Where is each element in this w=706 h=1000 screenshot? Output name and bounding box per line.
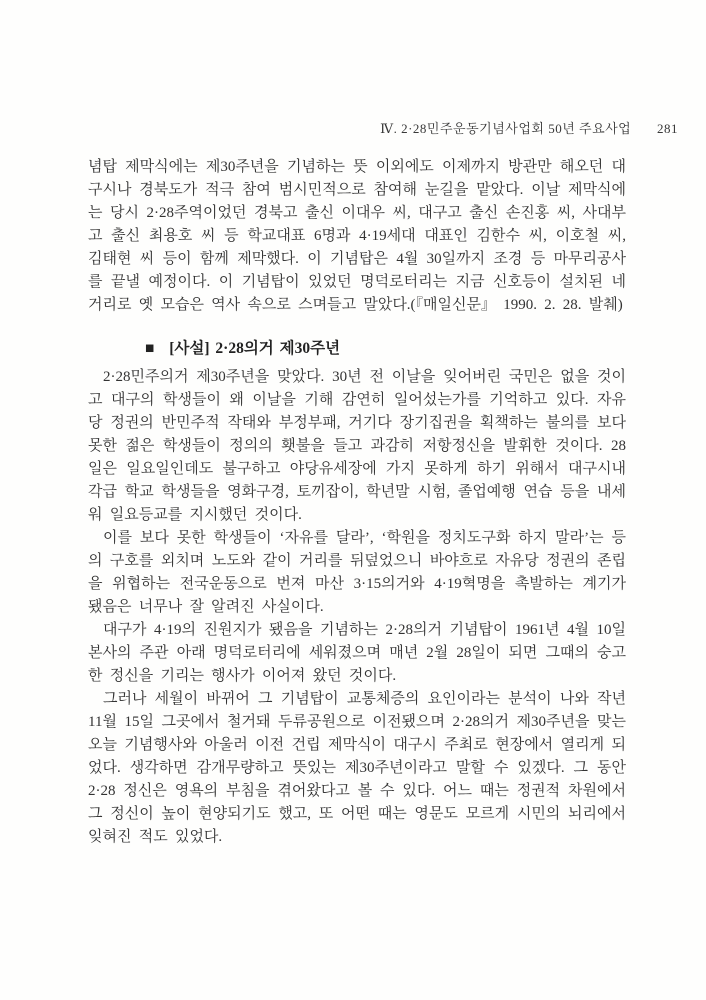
section-heading-text: [사설] 2·28의거 제30주년 bbox=[169, 340, 341, 357]
running-head-title: Ⅳ. 2·28민주운동기념사업회 50년 주요사업 bbox=[380, 121, 632, 136]
running-head bbox=[88, 118, 678, 137]
section-heading bbox=[145, 337, 626, 360]
paragraph: 이를 보다 못한 학생들이 ‘자유를 달라’, ‘학원을 정치도구화 하지 말라’는 등의 구호를 외치며 노도와 같이 거리를 뒤덮었으니 바야흐로 자유당 정권의 존립을 위협하는 전국운동으로 번져 마산 3·15의거와 4·19혁명을 촉발하는 계기가 됐음은 너무나 잘 알려진 사실이다. bbox=[88, 530, 626, 615]
page-body bbox=[88, 156, 626, 849]
page-number: 281 bbox=[657, 121, 678, 136]
paragraph: 2·28민주의거 제30주년을 맞았다. 30년 전 이날을 잊어버린 국민은 없을 것이고 대구의 학생들이 왜 이날을 기해 감연히 일어섰는가를 기억하고 있다. 자유당 정권의 반민주적 작태와 부정부패, 거기다 장기집권을 획책하는 불의를 보다 못한 젊은 학생들이 정의의 횃불을 들고 과감히 저항정신을 발휘한 것이다. 28일은 일요일인데도 불구하고 야당유세장에 가지 못하게 하기 위해서 대구시내 각급 학교 학생들을 영화구경, 토끼잡이, 학년말 시험, 졸업예행 연습 등을 내세워 일요등교를 지시했던 것이다. bbox=[88, 369, 626, 523]
square-bullet-icon: ■ bbox=[145, 340, 155, 357]
paragraph: 그러나 세월이 바뀌어 그 기념탑이 교통체증의 요인이라는 분석이 나와 작년 11월 15일 그곳에서 철거돼 두류공원으로 이전됐으며 2·28의거 제30주년을 맞는 오늘 기념행사와 아울러 이전 건립 제막식이 대구시 주최로 현장에서 열리게 되었다. 생각하면 감개무량하고 뜻있는 제30주년이라고 말할 수 있겠다. 그 동안 2·28 정신은 영욕의 부침을 겪어왔다고 볼 수 있다. 어느 때는 정권적 차원에서 그 정신이 높이 현양되기도 했고, 또 어떤 때는 영문도 모르게 시민의 뇌리에서 잊혀진 적도 있었다. bbox=[88, 691, 626, 845]
paragraph: 대구가 4·19의 진원지가 됐음을 기념하는 2·28의거 기념탑이 1961년 4월 10일 본사의 주관 아래 명덕로터리에 세워졌으며 매년 2월 28일이 되면 그때의 숭고한 정신을 기리는 행사가 이어져 왔던 것이다. bbox=[88, 622, 626, 684]
paragraph-intro: 념탑 제막식에는 제30주년을 기념하는 뜻 이외에도 이제까지 방관만 해오던 대구시나 경북도가 적극 참여 범시민적으로 참여해 눈길을 맡았다. 이날 제막식에는 당시 2·28주역이었던 경북고 출신 이대우 씨, 대구고 출신 손진홍 씨, 사대부고 출신 최용호 씨 등 학교대표 6명과 4·19세대 대표인 김한수 씨, 이호철 씨, 김태현 씨 등이 함께 제막했다. 이 기념탑은 4월 30일까지 조경 등 마무리공사를 끝낼 예정이다. 이 기념탑이 있었던 명덕로터리는 지금 신호등이 설치된 네거리로 옛 모습은 역사 속으로 스며들고 말았다.(『매일신문』 1990. 2. 28. 발췌) bbox=[88, 159, 626, 313]
